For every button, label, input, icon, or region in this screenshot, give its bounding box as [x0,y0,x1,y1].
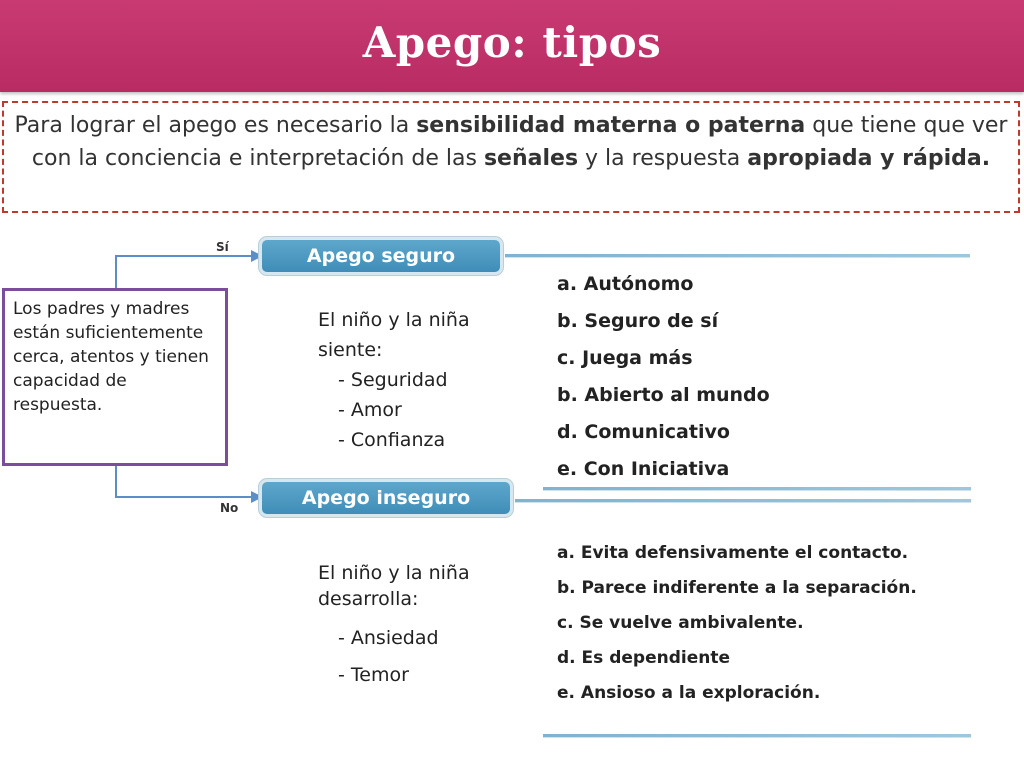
yes-label: Sí [216,240,229,254]
connector-down-horizontal [115,496,252,498]
intro-text-2: que tiene que ver con la conciencia e interpretación de las [31,113,1008,171]
secure-feelings-block [318,305,470,455]
intro-box [2,101,1020,213]
insecure-trait-item: a. Evita defensivamente el contacto. [557,543,909,563]
secure-trait-item: b. Abierto al mundo [557,384,770,406]
parents-condition-box: Los padres y madres están suficientemente cerca, atentos y tienen capacidad de respuesta. [2,288,228,466]
title-bar [0,0,1024,92]
secure-feeling-item: - Confianza [338,429,446,451]
insecure-traits-list [557,536,917,711]
insecure-trait-item: c. Se vuelve ambivalente. [557,613,804,633]
secure-divider-bottom [543,487,971,490]
secure-trait-item: a. Autónomo [557,273,694,295]
intro-bold-3: apropiada y rápida. [747,146,991,171]
secure-attachment-label: Apego seguro [262,240,500,272]
insecure-feeling-item: - Ansiedad [338,627,439,649]
insecure-divider-top [515,499,971,502]
insecure-feelings-block [318,560,470,694]
intro-text-3: y la respuesta [578,146,748,171]
connector-up-vertical [115,255,117,289]
intro-text-1: Para lograr el apego es necesario la [14,113,417,138]
secure-feeling-item: - Seguridad [338,369,448,391]
insecure-divider-bottom [543,734,971,737]
insecure-develops-intro-2: desarrolla: [318,588,419,610]
secure-trait-item: d. Comunicativo [557,421,730,443]
secure-feels-intro-2: siente: [318,339,383,361]
insecure-trait-item: d. Es dependiente [557,648,730,668]
insecure-attachment-label: Apego inseguro [262,482,510,514]
insecure-develops-intro-1: El niño y la niña [318,562,470,584]
insecure-feeling-item: - Temor [338,664,409,686]
secure-trait-item: c. Juega más [557,347,693,369]
intro-bold-2: señales [483,146,579,171]
secure-traits-list [557,266,770,488]
insecure-trait-item: b. Parece indiferente a la separación. [557,578,917,598]
insecure-trait-item: e. Ansioso a la exploración. [557,683,821,703]
intro-bold-1: sensibilidad materna o paterna [416,113,806,138]
page-title: Apego: tipos [362,18,662,67]
secure-feeling-item: - Amor [338,399,402,421]
secure-trait-item: e. Con Iniciativa [557,458,730,480]
secure-trait-item: b. Seguro de sí [557,310,719,332]
secure-feels-intro-1: El niño y la niña [318,309,470,331]
secure-divider-top [505,254,970,257]
connector-down-vertical [115,466,117,497]
connector-up-horizontal [115,255,252,257]
no-label: No [220,501,239,515]
